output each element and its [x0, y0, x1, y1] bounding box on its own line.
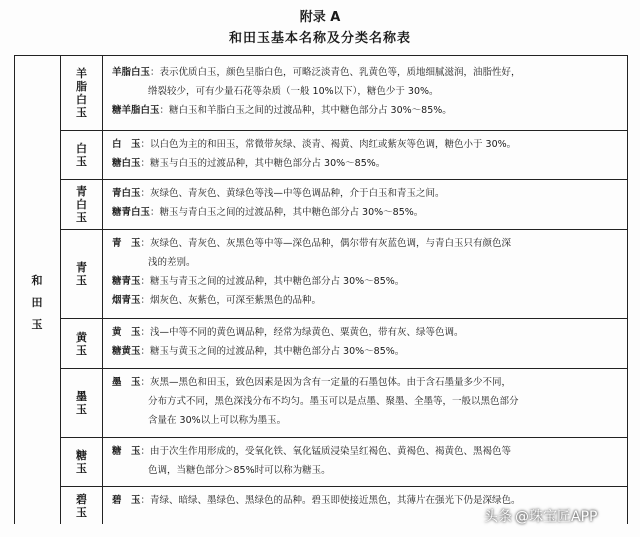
description-qingyu: 青 玉：灰绿色、青灰色、灰黑色等中等—深色品种，偶尔带有灰蓝色调，与青白玉只有颜色深 浅的差别。 糖青玉：糖玉与青玉之间的过渡品种，其中糖色部分占 30%～85%。 烟青玉：烟灰色、灰紫色，可深至紫黑色的品种。: [112, 238, 512, 306]
subcategory-baiyu: 白 玉: [76, 142, 87, 168]
description-qingbaiyu: 青白玉：灰绿色、青灰色、黄绿色等浅—中等色调品种，介于白玉和青玉之间。 糖青白玉：糖玉与青白玉之间的过渡品种，其中糖色部分占 30%～85%。: [112, 188, 445, 218]
subcategory-yangzhi-baiyu: 羊 脂 白 玉: [76, 67, 87, 119]
subcategory-qingyu: 青 玉: [76, 261, 87, 287]
description-yangzhi-baiyu: 羊脂白玉：表示优质白玉，颜色呈脂白色，可略泛淡青色、乳黄色等，质地细腻滋润，油脂性好， 绺裂较少，可有少量石花等杂质（一般 10%以下），糖色少于 30%。 糖羊脂白玉：糖白玉和羊脂白玉之间的过渡品种，其中糖色部分占 30%～85%。: [112, 67, 521, 116]
row-divider: [60, 229, 628, 230]
description-baiyu: 白 玉：以白色为主的和田玉，常微带灰绿、淡青、褐黄、肉红或紫灰等色调，糖色小于 30%。 糖白玉：糖玉与白玉的过渡品种，其中糖色部分占 30%～85%。: [112, 139, 517, 169]
description-biyu: 碧 玉：青绿、暗绿、墨绿色、黑绿色的品种。碧玉即使接近黑色，其薄片在强光下仍是深绿色。: [112, 495, 521, 506]
row-divider: [60, 179, 628, 180]
row-divider: [60, 318, 628, 319]
subcategory-tangyu: 糖 玉: [76, 449, 87, 475]
description-huangyu: 黄 玉：浅—中等不同的黄色调品种，经常为绿黄色、粟黄色，带有灰、绿等色调。 糖黄玉：糖玉与黄玉之间的过渡品种，其中糖色部分占 30%～85%。: [112, 327, 464, 357]
subcategory-huangyu: 黄 玉: [76, 330, 87, 357]
row-divider: [60, 486, 628, 487]
main-category: 和 田 玉: [31, 274, 43, 331]
subcategory-qingbaiyu: 青 白 玉: [76, 185, 87, 224]
subcategory-moyu: 墨 玉: [76, 390, 87, 416]
watermark: 头条 @珠宝匠APP: [484, 509, 598, 525]
appendix-label: 附录 A: [299, 10, 341, 25]
description-tangyu: 糖 玉：由于次生作用形成的，受氧化铁、氧化锰质浸染呈红褐色、黄褐色、褐黄色、黑褐色等 色调，当糖色部分＞85%时可以称为糖玉。: [112, 446, 512, 476]
row-divider: [60, 368, 628, 369]
column-divider-sub: [102, 55, 103, 537]
row-divider: [60, 437, 628, 438]
table-title: 和田玉基本名称及分类名称表: [228, 31, 411, 46]
row-divider: [60, 130, 628, 131]
subcategory-biyu: 碧 玉: [76, 492, 87, 519]
description-moyu: 墨 玉：灰黑—黑色和田玉，致色因素是因为含有一定量的石墨包体。由于含石墨量多少不同， 分布方式不同，黑色深浅分布不均匀。墨玉可以是点墨、聚墨、全墨等，一般以黑色部分 含量在 30%以上可以称为墨玉。: [112, 377, 519, 426]
